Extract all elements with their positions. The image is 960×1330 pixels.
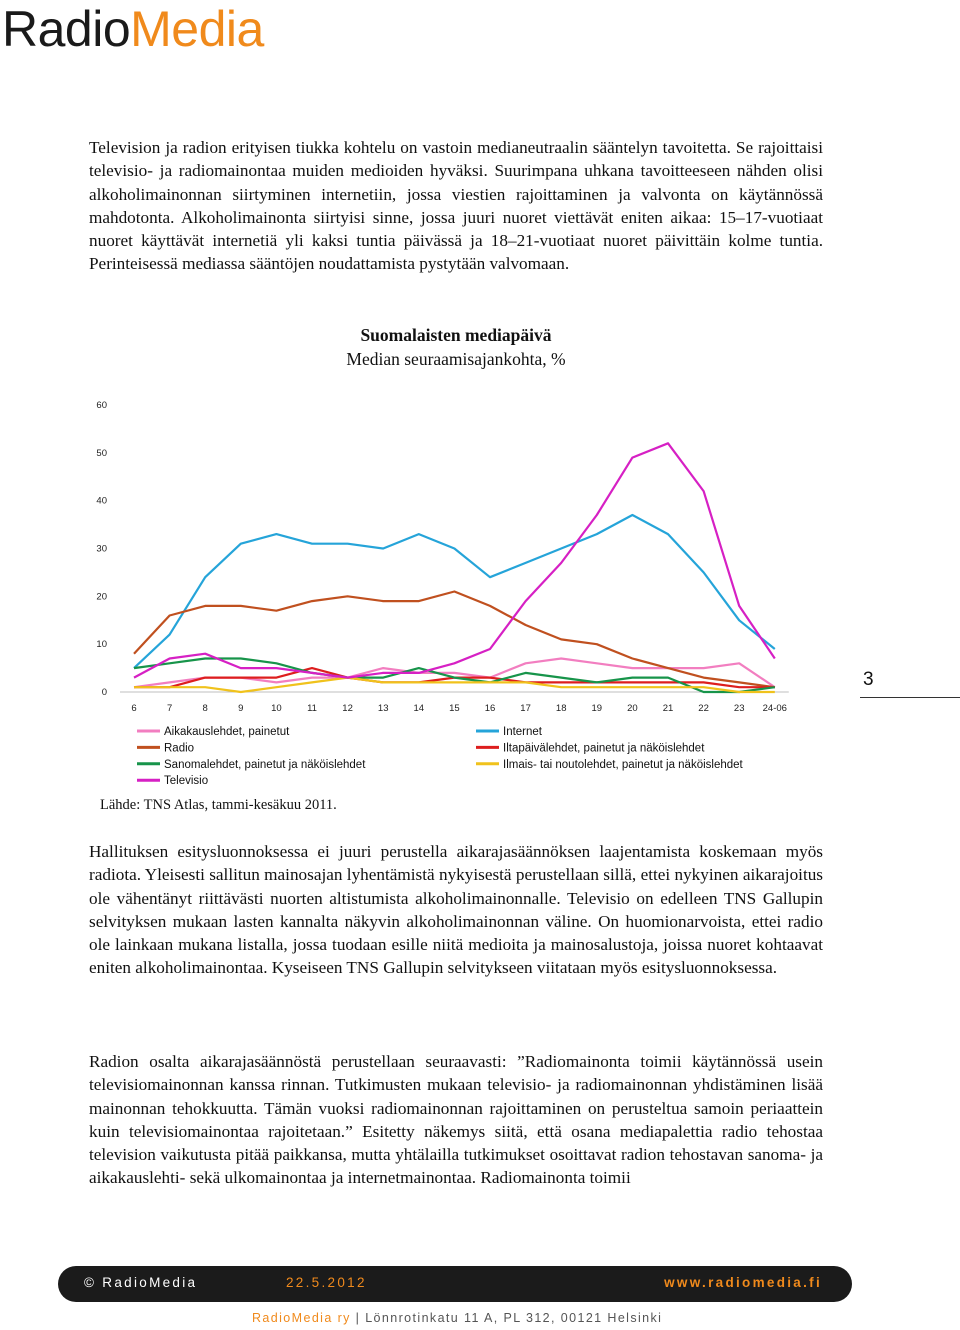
x-tick-label: 11 (307, 703, 317, 714)
footer-address: Lönnrotinkatu 11 A, PL 312, 00121 Helsinki (365, 1311, 663, 1325)
legend-label: Internet (503, 726, 542, 738)
logo-text-radio: Radio (2, 1, 131, 57)
series-line (134, 443, 775, 677)
legend-label: Iltapäivälehdet, painetut ja näköislehdet (503, 742, 705, 755)
y-tick-label: 0 (101, 687, 107, 698)
legend-label: Radio (164, 742, 195, 755)
y-tick-label: 50 (96, 447, 107, 459)
x-tick-label: 7 (166, 703, 173, 714)
x-tick-label: 12 (342, 703, 353, 714)
x-tick-label: 6 (131, 703, 137, 714)
page-number-rule (860, 697, 960, 698)
footer-address-line (252, 1311, 662, 1325)
chart-source: Lähde: TNS Atlas, tammi-kesäkuu 2011. (100, 797, 337, 813)
x-tick-label: 13 (377, 703, 389, 714)
y-tick-label: 40 (96, 495, 107, 507)
x-tick-label: 8 (202, 703, 208, 714)
x-tick-label: 16 (484, 703, 496, 714)
x-tick-label: 18 (555, 703, 567, 714)
footer-separator: | (355, 1311, 361, 1325)
footer-org: RadioMedia ry (252, 1311, 351, 1325)
x-tick-label: 14 (413, 703, 425, 714)
chart-subtitle: Median seuraamisajankohta, % (346, 349, 566, 369)
x-tick-label: 10 (271, 703, 282, 714)
footer-date: 22.5.2012 (286, 1275, 367, 1290)
x-tick-label: 17 (520, 703, 531, 714)
footer-copyright: © RadioMedia (84, 1275, 198, 1290)
x-tick-label: 24-06 (762, 703, 787, 714)
paragraph-2: Hallituksen esitysluonnoksessa ei juuri perustella aikarajasäännöksen laajentamista koskemaan myös radiota. Yleisesti sallitun mainosajan lyhentämistä nykyisestä perustellaan sillä, ettei nykyinen aikarajoitus ole vähentänyt riittävästi nuorten altistumista alkoholimainonnalle. Televisio on edelleen TNS Gallupin selvityksen mukaan lasten kannalta näkyvin alkoholimainonnan väline. On huomionarvoista, ettei radio ole lainkaan mukana listalla, jossa tuodaan esille niitä medioita ja mainosalustoja, joissa nuoret kohtaavat eniten alkoholimainontaa. Kyseiseen TNS Gallupin selvitykseen viitataan myös esitysluonnoksessa. (89, 842, 823, 978)
x-tick-label: 21 (662, 703, 674, 714)
legend-label: Ilmais- tai noutolehdet, painetut ja näköislehdet (503, 758, 743, 771)
y-tick-label: 20 (96, 591, 107, 603)
legend-label: Sanomalehdet, painetut ja näköislehdet (164, 758, 366, 771)
footer-website-link[interactable]: www.radiomedia.fi (664, 1275, 822, 1290)
paragraph-3: Radion osalta aikarajasäännöstä perustellaan seuraavasti: ”Radiomainonta toimii käytännössä usein televisiomainonnan kanssa rinnan. Tutkimusten mukaan televisio- ja radiomainonnan yhdistäminen lisää mainonnan tehokkuutta. Tämän vuoksi radiomainonnan rajoittaminen on perusteltua samoin periaattein kuin televisiomainontaa rajoitetaan.” Esitetty näkemys siitä, että osana mediapalettia radio tehostaa television vaikutusta pitää paikkansa, mutta yhtälailla tutkimukset osoittavat radion tehostavan sanoma- ja aikakauslehti- sekä ulkomainontaa ja internetmainontaa. Radiomainonta toimii (89, 1052, 823, 1188)
y-tick-label: 60 (96, 400, 107, 411)
legend-label: Televisio (164, 775, 209, 788)
paragraph-1: Television ja radion erityisen tiukka kohtelu on vastoin medianeutraalin sääntelyn tavoitetta. Se rajoittaisi televisio- ja radiomainontaa muiden medioiden hyväksi. Suurimpana uhkana tavoitteeseen nähden olisi alkoholimainonnan siirtyminen internetiin, jossa viestien rajoittaminen ja valvonta on käytännössä mahdotonta. Alkoholimainonta siirtyisi sinne, jossa juuri nuoret viettävät eniten aikaa: 15–17-vuotiaat nuoret käyttävät internetiä yli kaksi tuntia päivässä ja 18–21-vuotiaat nuoret päivittäin kolme tuntia. Perinteisessä mediassa sääntöjen noudattamista pystytään valvomaan. (89, 138, 823, 274)
x-tick-label: 20 (627, 703, 638, 714)
y-tick-label: 30 (96, 543, 107, 555)
y-tick-label: 10 (96, 639, 107, 651)
x-tick-label: 22 (698, 703, 709, 714)
logo-text-media: Media (130, 1, 264, 57)
series-line (134, 678, 775, 692)
x-tick-label: 9 (238, 703, 244, 714)
footer-bar (58, 1266, 852, 1302)
page-number: 3 (863, 669, 874, 690)
chart-title: Suomalaisten mediapäivä (360, 325, 552, 345)
x-tick-label: 15 (449, 703, 460, 714)
legend-label: Aikakauslehdet, painetut (164, 726, 290, 738)
x-tick-label: 19 (591, 703, 603, 714)
x-tick-label: 23 (733, 703, 745, 714)
